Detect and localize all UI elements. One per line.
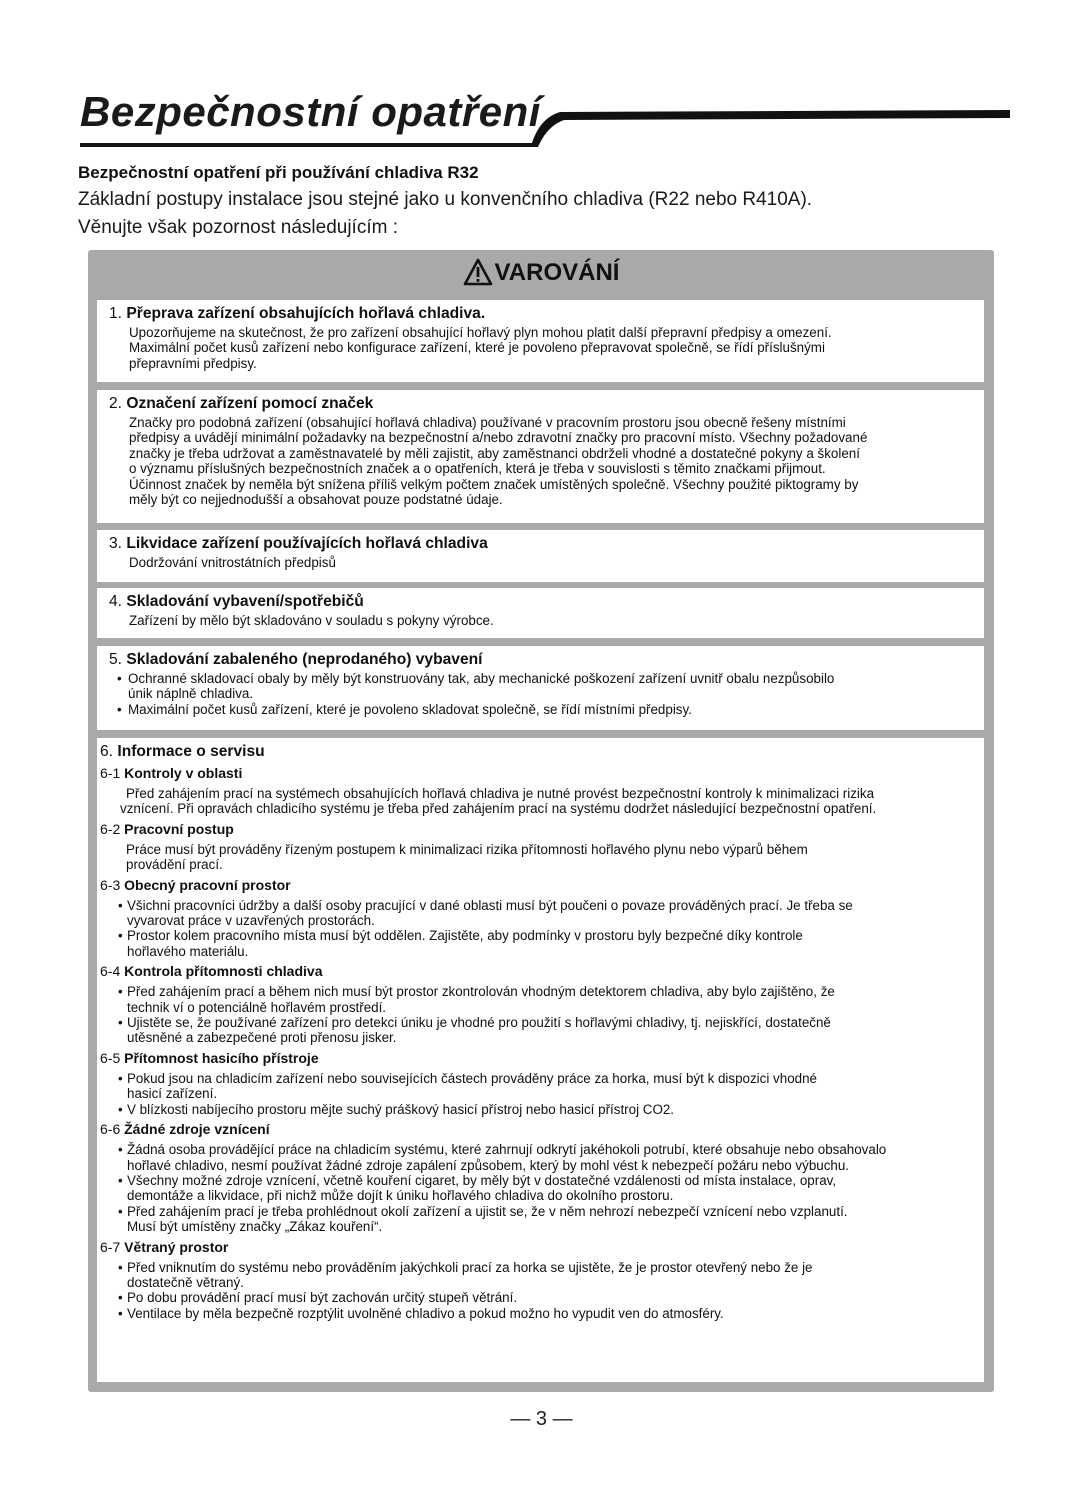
bullet-item: • Žádná osoba provádějící práce na chladicím systému, které zahrnují odkrytí jakéhokoli potrubí, které obsahuje nebo obsahovalo hořlavé chladivo, nesmí používat žádné zdroje zapálení způsobem, který by mohl vést k nebezpečí požáru nebo výbuchu. (118, 1142, 887, 1173)
warning-item-6 (97, 738, 984, 1382)
warning-label: VAROVÁNÍ (494, 259, 620, 286)
item-heading: 3. Likvidace zařízení používajících hořlavá chladiva (109, 535, 488, 552)
item-text: Maximální počet kusů zařízení nebo konfigurace zařízení, které je povoleno přepravovat společně, se řídí příslušnými (129, 340, 825, 356)
warning-item-2 (97, 390, 984, 523)
warning-item-3 (97, 530, 984, 582)
subsection-text: provádění prací. (126, 857, 223, 873)
item-heading: 5. Skladování zabaleného (neprodaného) vybavení (109, 651, 483, 668)
page-number: — 3 — (510, 1408, 573, 1430)
item-text: Zařízení by mělo být skladováno v souladu s pokyny výrobce. (129, 613, 494, 628)
bullet-item: • Před vniknutím do systému nebo prováděním jakýchkoli prací za horka se ujistěte, že je prostor otevřený nebo že je dostatečně větraný. (118, 1259, 813, 1290)
bullet-item: • Všichni pracovníci údržby a další osoby pracující v dané oblasti musí být poučeni o povaze prováděných prací. Je třeba se vyvarovat práce v uzavřených prostorách. (118, 897, 853, 929)
bullet-item: • Maximální počet kusů zařízení, které je povoleno skladovat společně, se řídí místními předpisy. (117, 701, 692, 717)
subsection-text: vznícení. Při opravách chladicího systému je třeba před zahájením prací na systému dodržet následující bezpečnostní opatření. (120, 801, 877, 817)
item-heading: 1. Přeprava zařízení obsahujících hořlavá chladiva. (109, 305, 486, 322)
intro-line-2: Věnujte však pozornost následujícím : (78, 217, 399, 238)
item-text: Upozorňujeme na skutečnost, že pro zařízení obsahující hořlavý plyn mohou platit další přepravní předpisy a omezení. (129, 325, 832, 340)
item-heading: 2. Označení zařízení pomocí značek (109, 395, 374, 412)
bullet-item: • V blízkosti nabíjecího prostoru mějte suchý práškový hasicí přístroj nebo hasicí přístroj CO2. (118, 1101, 675, 1117)
bullet-item: • Po dobu provádění prací musí být zachován určitý stupeň větrání. (118, 1290, 518, 1306)
item-text: Účinnost značek by neměla být snížena příliš velkým počtem značek umístěných společně. Všechny použité piktogramy by (129, 476, 859, 492)
item-text: přepravními předpisy. (129, 355, 257, 371)
item-text: Dodržování vnitrostátních předpisů (129, 555, 336, 570)
subsection-text: Před zahájením prací na systémech obsahujících hořlavá chladiva je nutné provést bezpečnostní kontroly k minimalizaci rizika (126, 786, 875, 801)
section-heading: Bezpečnostní opatření při používání chladiva R32 (78, 163, 479, 182)
item-text: o významu příslušných bezpečnostních značek a o opatřeních, která je třeba v souvislosti s těmito značkami přijmout. (129, 461, 826, 477)
subsection-text: Práce musí být prováděny řízeným postupem k minimalizaci rizika přítomnosti hořlavého plynu nebo výparů během (126, 841, 808, 857)
bullet-item: • Ujistěte se, že používané zařízení pro detekci úniku je vhodné pro použití s hořlavými chladivy, tj. nejiskřící, dostatečně utěsněné a zabezpečené proti přenosu jisker. (118, 1015, 831, 1046)
subsection-heading-6-6: 6-6 Žádné zdroje vznícení (100, 1121, 270, 1138)
title-underline (0, 0, 1083, 160)
item-heading: 4. Skladování vybavení/spotřebičů (109, 593, 364, 610)
warning-item-1 (97, 300, 984, 382)
warning-triangle-icon (463, 258, 493, 286)
bullet-item: • Všechny možné zdroje vznícení, včetně kouření cigaret, by měly být v dostatečné vzdálenosti od místa instalace, oprav, demontáže a likvidace, při nichž může dojít k úniku hořlavého chladiva do okolního prostoru. (118, 1172, 837, 1204)
bullet-item: • Před zahájením prací a během nich musí být prostor zkontrolován vhodným detektorem chladiva, aby bylo zajištěno, že technik ví o potenciálně hořlavém prostředí. (118, 984, 835, 1015)
item-heading: 6. Informace o servisu (100, 743, 265, 760)
bullet-item: • Prostor kolem pracovního místa musí být oddělen. Zajistěte, aby podmínky v prostoru byly bezpečné díky kontrole hořlavého materiálu. (118, 928, 803, 959)
subsection-heading-6-1: 6-1 Kontroly v oblasti (100, 765, 243, 781)
item-text: značky je třeba udržovat a zaměstnavatelé by měli zajistit, aby zaměstnanci obdrželi vhodné a dostatečné pokyny a školení (129, 445, 860, 461)
warning-box (88, 250, 994, 1392)
subsection-heading-6-5: 6-5 Přítomnost hasicího přístroje (100, 1049, 319, 1066)
warning-item-4 (97, 588, 984, 638)
warning-header (88, 258, 994, 287)
item-text: měly být co nejjednodušší a obsahovat pouze podstatné údaje. (129, 492, 503, 508)
page-title: Bezpečnostní opatření (80, 88, 541, 135)
item-text: Značky pro podobná zařízení (obsahující hořlavá chladiva) používané v pracovním prostoru jsou obecně řešeny místními (129, 415, 846, 430)
subsection-heading-6-4: 6-4 Kontrola přítomnosti chladiva (100, 963, 323, 980)
subsection-heading-6-7: 6-7 Větraný prostor (100, 1238, 229, 1255)
bullet-item: • Před zahájením prací je třeba prohlédnout okolí zařízení a ujistit se, že v něm nehrozí nebezpečí vznícení nebo vzplanutí. Musí být umístěny značky „Zákaz kouření“. (118, 1203, 848, 1235)
warning-item-5 (97, 646, 984, 730)
bullet-item: • Ochranné skladovací obaly by měly být konstruovány tak, aby mechanické poškození zařízení uvnitř obalu nezpůsobilo únik náplně chladiva. (117, 671, 835, 702)
intro-line-1: Základní postupy instalace jsou stejné jako u konvenčního chladiva (R22 nebo R410A). (78, 189, 813, 210)
subsection-heading-6-3: 6-3 Obecný pracovní prostor (100, 876, 291, 893)
subsection-heading-6-2: 6-2 Pracovní postup (100, 820, 234, 837)
bullet-item: • Pokud jsou na chladicím zařízení nebo souvisejících částech prováděny práce za horka, musí být k dispozici vhodné hasicí zařízení. (118, 1070, 817, 1102)
item-text: předpisy a uvádějí minimální požadavky na bezpečnostní a/nebo zdravotní značky pro pracovní místo. Všechny požadované (129, 430, 868, 446)
bullet-item: • Ventilace by měla bezpečně rozptýlit uvolněné chladivo a pokud možno ho vypudit ven do atmosféry. (118, 1305, 724, 1321)
